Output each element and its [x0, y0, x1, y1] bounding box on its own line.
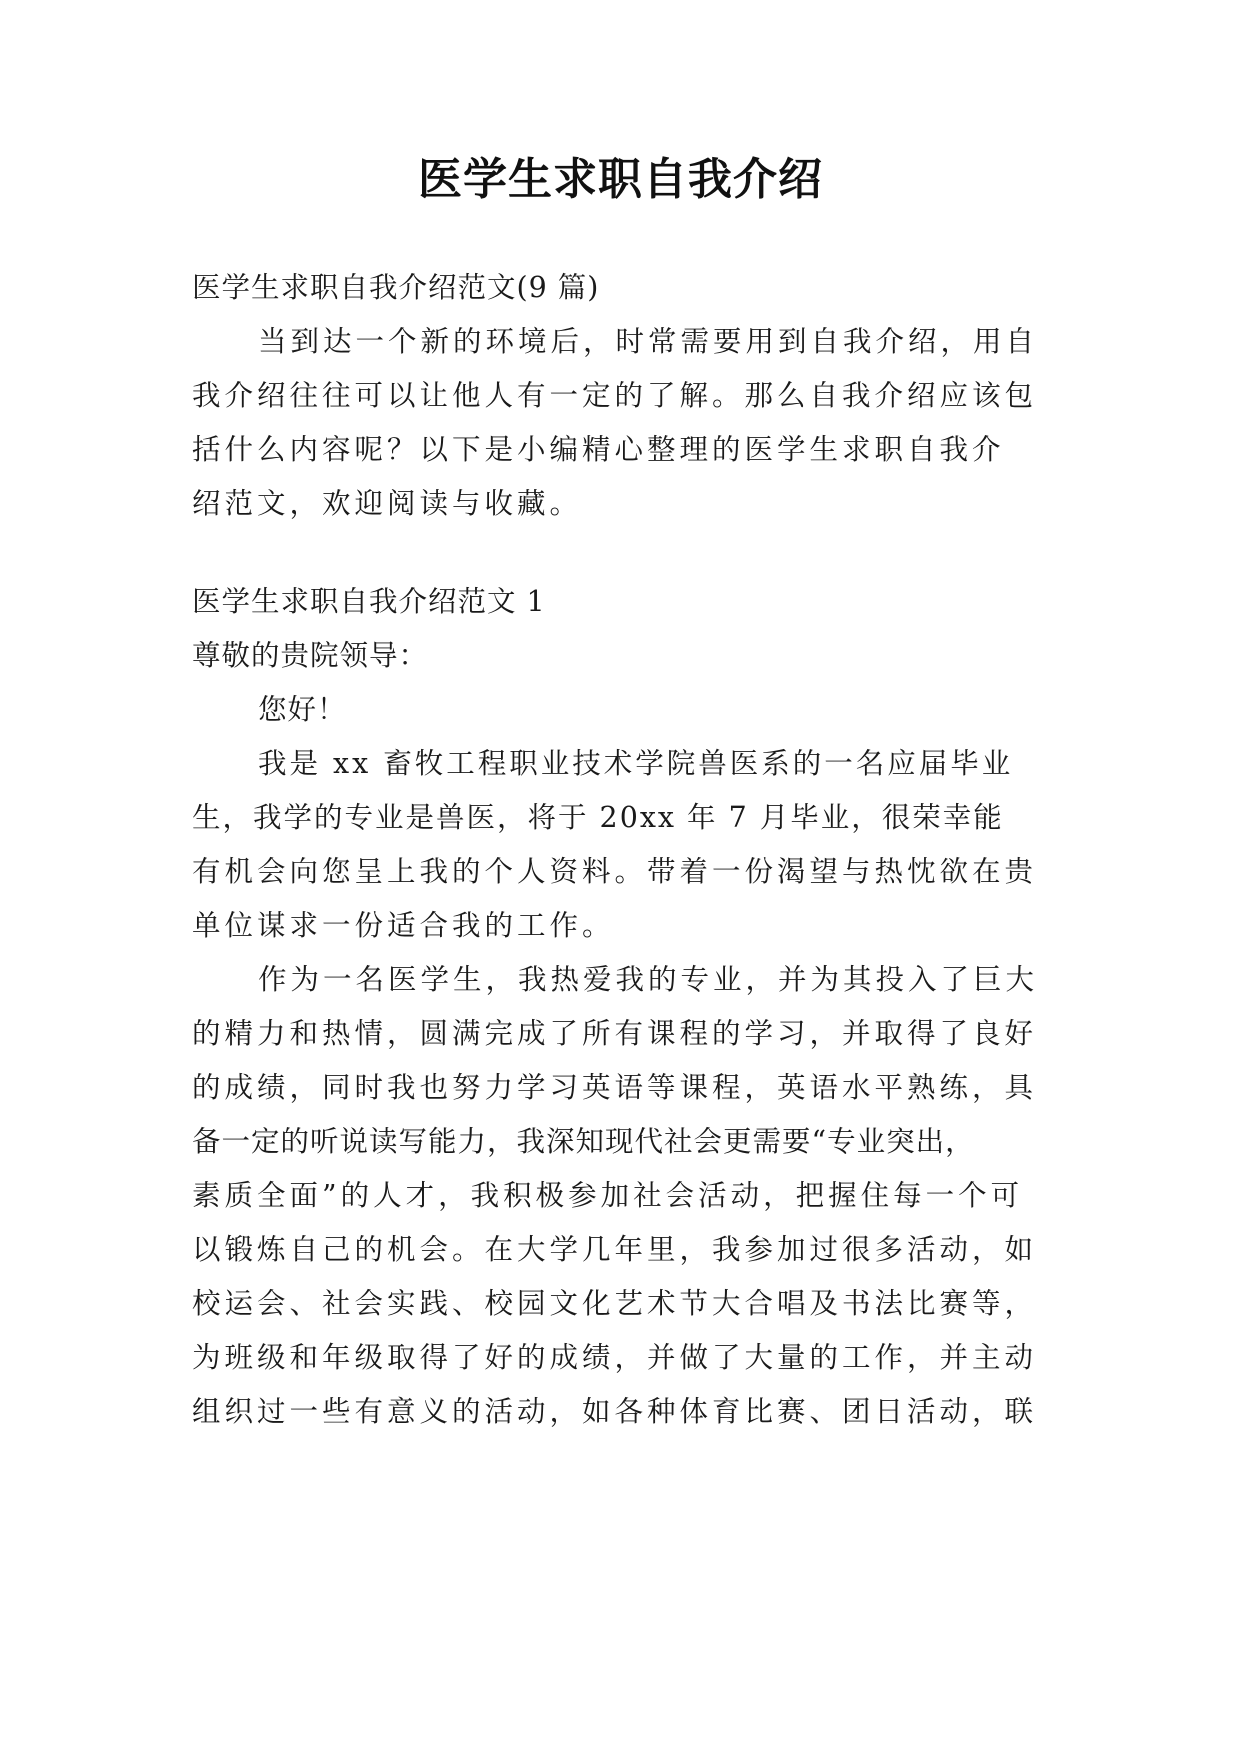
intro-line-4: 绍范文，欢迎阅读与收藏。: [192, 487, 583, 520]
body-line-4: 单位谋求一份适合我的工作。: [192, 909, 615, 942]
subtitle-line: 医学生求职自我介绍范文(9 篇): [192, 271, 600, 304]
document-title: 医学生求职自我介绍: [418, 154, 823, 205]
body-line-8: 备一定的听说读写能力，我深知现代社会更需要“专业突出，: [192, 1125, 975, 1158]
body-line-11: 校运会、社会实践、校园文化艺术节大合唱及书法比赛等，: [192, 1287, 1038, 1320]
body-line-12: 为班级和年级取得了好的成绩，并做了大量的工作，并主动: [192, 1341, 1038, 1374]
body-line-1: 我是 xx 畜牧工程职业技术学院兽医系的一名应届毕业: [258, 747, 1014, 780]
body-line-6: 的精力和热情，圆满完成了所有课程的学习，并取得了良好: [192, 1017, 1038, 1050]
body-line-10: 以锻炼自己的机会。在大学几年里，我参加过很多活动，如: [192, 1233, 1038, 1266]
body-line-13: 组织过一些有意义的活动，如各种体育比赛、团日活动，联: [192, 1395, 1038, 1428]
body-line-5: 作为一名医学生，我热爱我的专业，并为其投入了巨大: [258, 963, 1039, 996]
section-heading: 医学生求职自我介绍范文 1: [192, 585, 546, 618]
intro-line-1: 当到达一个新的环境后，时常需要用到自我介绍，用自: [258, 325, 1039, 358]
greeting: 您好！: [258, 693, 347, 726]
intro-line-3: 括什么内容呢？以下是小编精心整理的医学生求职自我介: [192, 433, 1005, 466]
body-line-7: 的成绩，同时我也努力学习英语等课程，英语水平熟练，具: [192, 1071, 1038, 1104]
body-line-2: 生，我学的专业是兽医，将于 20xx 年 7 月毕业，很荣幸能: [192, 801, 1004, 834]
intro-line-2: 我介绍往往可以让他人有一定的了解。那么自我介绍应该包: [192, 379, 1038, 412]
salutation: 尊敬的贵院领导：: [192, 639, 429, 672]
body-line-9: 素质全面”的人才，我积极参加社会活动，把握住每一个可: [192, 1179, 1024, 1212]
body-line-3: 有机会向您呈上我的个人资料。带着一份渴望与热忱欲在贵: [192, 855, 1038, 888]
